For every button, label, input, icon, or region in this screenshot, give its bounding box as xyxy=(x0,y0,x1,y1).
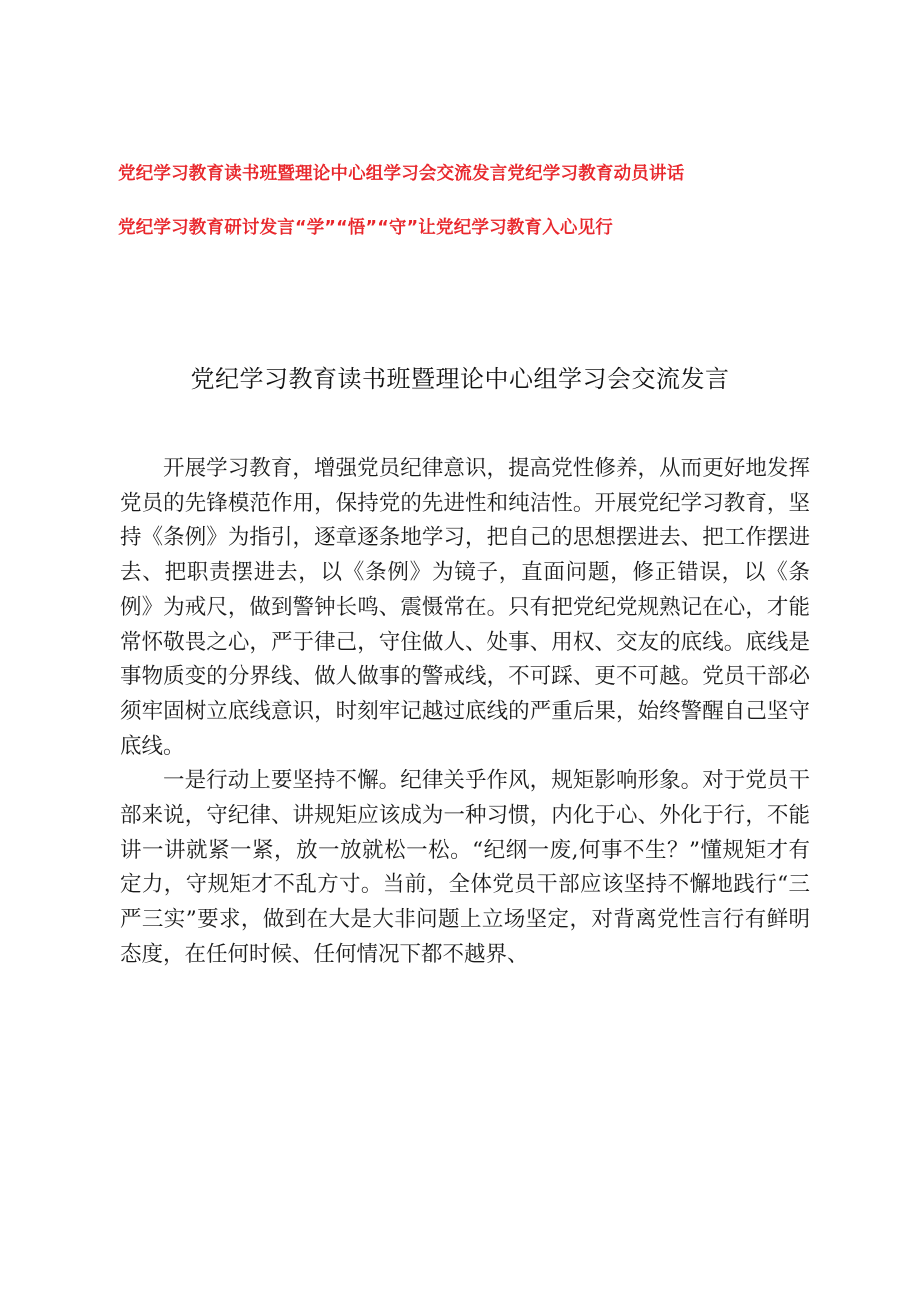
related-link-speech[interactable]: 党纪学习教育读书班暨理论中心组学习会交流发言党纪学习教育动员讲话 xyxy=(118,164,685,184)
related-link-discussion[interactable]: 党纪学习教育研讨发言“学”“悟”“守”让党纪学习教育入心见行 xyxy=(118,218,614,238)
paragraph-intro: 开展学习教育，增强党员纪律意识，提高党性修养，从而更好地发挥党员的先锋模范作用，保持党的先进性和纯洁性。开展党纪学习教育，坚持《条例》为指引，逐章逐条地学习，把自己的思想摆进去、把工作摆进去、把职责摆进去，以《条例》为镜子，直面问题，修正错误，以《条例》为戒尺，做到警钟长鸣、震慑常在。只有把党纪党规熟记在心，才能常怀敬畏之心，严于律己，守住做人、处事、用权、交友的底线。底线是事物质变的分界线、做人做事的警戒线，不可踩、更不可越。党员干部必须牢固树立底线意识，时刻牢记越过底线的严重后果，始终警醒自己坚守底线。 xyxy=(120,456,810,759)
document-title: 党纪学习教育读书班暨理论中心组学习会交流发言 xyxy=(190,365,730,393)
related-articles-links xyxy=(118,162,818,240)
paragraph-point-one: 一是行动上要坚持不懈。纪律关乎作风，规矩影响形象。对于党员干部来说，守纪律、讲规矩应该成为一种习惯，内化于心、外化于行，不能讲一讲就紧一紧，放一放就松一松。“纪纲一废,何事不生？”懂规矩才有定力，守规矩才不乱方寸。当前，全体党员干部应该坚持不懈地践行“三严三实”要求，做到在大是大非问题上立场坚定，对背离党性言行有鲜明态度，在任何时候、任何情况下都不越界、 xyxy=(120,768,810,967)
document-body xyxy=(120,452,810,973)
